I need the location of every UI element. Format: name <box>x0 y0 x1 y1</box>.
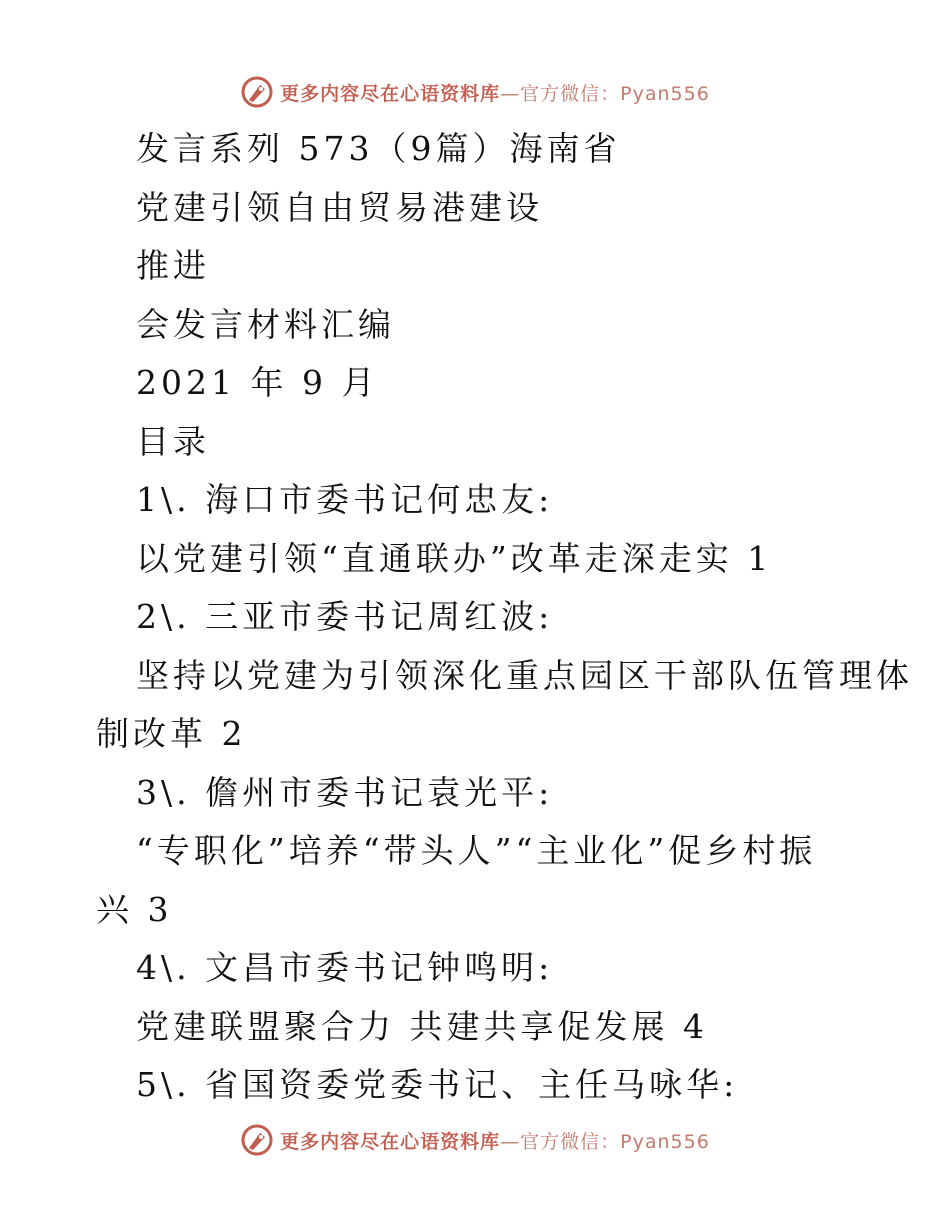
header-watermark <box>0 72 950 112</box>
toc-entry: 1\. 海口市委书记何忠友: <box>136 480 554 519</box>
doc-line: 会发言材料汇编 <box>136 304 395 344</box>
toc-entry: 坚持以党建为引领深化重点园区干部队伍管理体 <box>136 655 913 695</box>
doc-line: 推进 <box>136 246 210 285</box>
toc-entry: 2\. 三亚市委书记周红波: <box>136 597 554 636</box>
toc-entry: 4\. 文昌市委书记钟鸣明: <box>136 948 554 987</box>
toc-entry: 以党建引领“直通联办”改革走深走实 1 <box>136 538 773 578</box>
toc-entry: 兴 3 <box>96 889 173 929</box>
doc-line: 2021 年 9 月 <box>136 363 379 402</box>
toc-entry: 5\. 省国资委党委书记、主任马咏华: <box>136 1065 739 1104</box>
doc-line: 目录 <box>136 421 210 461</box>
toc-entry: 3\. 儋州市委书记袁光平: <box>136 772 554 812</box>
watermark-text: 更多内容尽在心语资料库—官方微信：Pyan556 <box>280 82 710 105</box>
doc-line: 党建引领自由贸易港建设 <box>136 187 543 227</box>
toc-entry: 制改革 2 <box>96 714 247 753</box>
doc-line: 发言系列 573（9篇）海南省 <box>136 129 621 168</box>
watermark-text: 更多内容尽在心语资料库—官方微信：Pyan556 <box>280 1130 710 1153</box>
document-body <box>96 120 913 1115</box>
footer-watermark <box>0 1120 950 1160</box>
toc-entry: 党建联盟聚合力 共建共享促发展 4 <box>136 1006 708 1046</box>
pen-nib-logo-icon <box>240 1123 274 1157</box>
pen-nib-logo-icon <box>240 75 274 109</box>
toc-entry: “专职化”培养“带头人”“主业化”促乡村振 <box>136 831 817 870</box>
